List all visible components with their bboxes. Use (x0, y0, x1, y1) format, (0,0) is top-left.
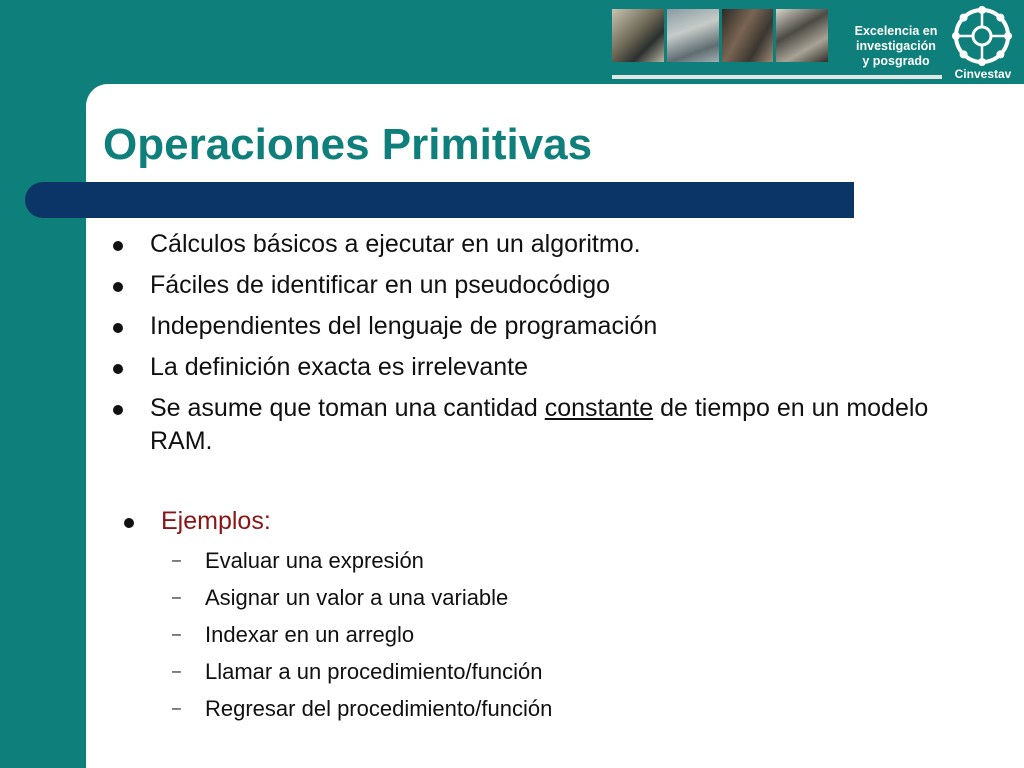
brand-tagline-line: Excelencia en (854, 24, 938, 38)
lab-photo (776, 9, 828, 62)
example-item (172, 542, 772, 579)
dash-marker: – (172, 700, 181, 717)
bullet-item (110, 269, 950, 302)
example-text: Regresar del procedimiento/función (205, 696, 553, 721)
example-text: Llamar a un procedimiento/función (205, 659, 543, 684)
header-divider-line (612, 75, 942, 79)
slide-title: Operaciones Primitivas (103, 120, 593, 169)
example-item (172, 653, 772, 690)
bullet-text: La definición exacta es irrelevante (150, 353, 529, 381)
brand-tagline-line: investigación (856, 39, 936, 53)
bullet-item (110, 392, 950, 458)
bullet-text: Independientes del lenguaje de programación (150, 312, 658, 340)
bullet-dot-icon (113, 282, 123, 292)
example-item (172, 579, 772, 616)
bullet-dot-icon (113, 364, 123, 374)
brand-tagline (848, 24, 944, 69)
dash-marker: – (172, 589, 181, 606)
title-underline-bar (25, 182, 854, 218)
cinvestav-logo-icon (948, 4, 1016, 68)
bullet-text-part: de tiempo en un modelo RAM. (150, 394, 929, 455)
main-bullet-list (110, 228, 950, 466)
bullet-dot-icon (124, 518, 134, 528)
examples-heading (124, 505, 561, 538)
bullet-dot-icon (113, 405, 123, 415)
examples-label: Ejemplos: (161, 507, 271, 535)
dash-marker: – (172, 626, 181, 643)
examples-list (172, 542, 772, 727)
logo-name: Cinvestav (954, 67, 1012, 81)
lab-photo (612, 9, 664, 62)
bullet-text: Cálculos básicos a ejecutar en un algoritmo. (150, 230, 641, 258)
bullet-text: Fáciles de identificar en un pseudocódigo (150, 271, 611, 299)
example-text: Evaluar una expresión (205, 548, 424, 573)
bullet-dot-icon (113, 241, 123, 251)
bullet-item (110, 228, 950, 261)
example-item (172, 616, 772, 653)
bullet-dot-icon (113, 323, 123, 333)
bullet-text-part: Se asume que toman una cantidad (150, 394, 545, 422)
brand-tagline-line: y posgrado (862, 54, 930, 68)
lab-photo (722, 9, 774, 62)
lab-photo (667, 9, 719, 62)
example-item (172, 690, 772, 727)
dash-marker: – (172, 663, 181, 680)
bullet-item (110, 310, 950, 343)
bullet-item (110, 351, 950, 384)
example-text: Asignar un valor a una variable (205, 585, 509, 610)
underlined-term: constante (544, 394, 654, 422)
dash-marker: – (172, 552, 181, 569)
header-photo-strip (612, 9, 828, 62)
bullet-text (150, 394, 928, 455)
example-text: Indexar en un arreglo (205, 622, 415, 647)
